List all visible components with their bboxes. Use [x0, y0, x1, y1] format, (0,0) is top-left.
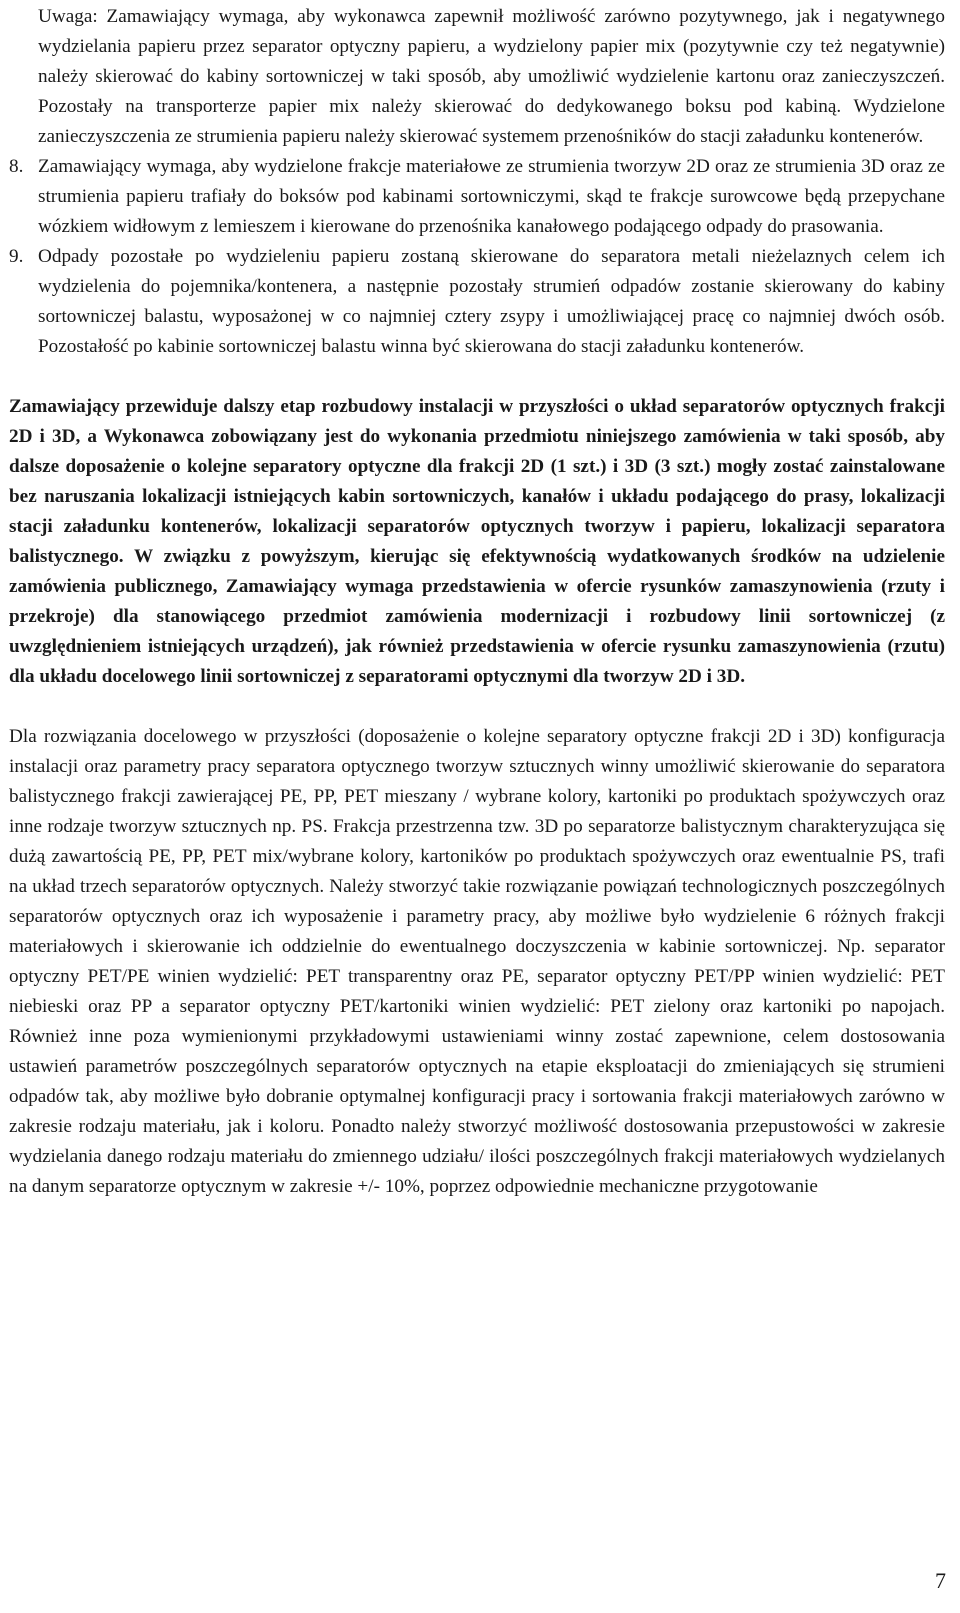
- list-item-9: [9, 242, 945, 362]
- final-paragraph: Dla rozwiązania docelowego w przyszłości (doposażenie o kolejne separatory optyczne frakcji 2D i 3D) konfiguracja instalacji oraz parametry pracy separatora optycznego tworzyw sztucznych winny umożliwić skierowanie do separatora balistycznego frakcji zawierającej PE, PP, PET mieszany / wybrane kolory, kartoniki po produktach spożywczych oraz inne rodzaje tworzyw sztucznych np. PS. Frakcja przestrzenna tzw. 3D po separatorze balistycznym charakteryzująca się dużą zawartością PE, PP, PET mix/wybrane kolory, kartoników po produktach spożywczych oraz ewentualnie PS, trafi na układ trzech separatorów optycznych. Należy stworzyć takie rozwiązanie powiązań technologicznych poszczególnych separatorów optycznych oraz ich wyposażenie i parametry pracy, aby możliwe było wydzielenie 6 różnych frakcji materiałowych i skierowanie ich oddzielnie do ewentualnego doczyszczenia w kabinie sortowniczej. Np. separator optyczny PET/PE winien wydzielić: PET transparentny oraz PE, separator optyczny PET/PP winien wydzielić: PET niebieski oraz PP a separator optyczny PET/kartoniki winien wydzielić: PET zielony oraz kartoniki po napojach. Również inne poza wymienionymi przykładowymi ustawieniami winny zostać zapewnione, celem dostosowania ustawień parametrów poszczególnych separatorów optycznych na etapie eksploatacji do zmieniających się strumieni odpadów tak, aby możliwe było dobranie optymalnej konfiguracji pracy i sortowania frakcji materiałowych zarówno w zakresie rodzaju materiału, jak i koloru. Ponadto należy stworzyć możliwość dostosowania przepustowości w zakresie wydzielania danego rodzaju materiału do zmiennego udziału/ ilości poszczególnych frakcji materiałowych wydzielanych na danym separatorze optycznym w zakresie +/- 10%, poprzez odpowiednie mechaniczne przygotowanie: [9, 726, 945, 1197]
- list-item-text: Odpady pozostałe po wydzieleniu papieru zostaną skierowane do separatora metali nieżelaznych celem ich wydzielenia do pojemnika/kontenera, a następnie pozostały strumień odpadów zostanie skierowany do kabiny sortowniczej balastu, wyposażonej w co najmniej cztery zsypy i umożliwiającej pracę co najmniej dwóch osób. Pozostałość po kabinie sortowniczej balastu winna być skierowana do stacji załadunku kontenerów.: [38, 246, 945, 357]
- list-item-number: 9.: [9, 246, 24, 267]
- page-number: 7: [935, 1568, 946, 1593]
- notice-paragraph: Uwaga: Zamawiający wymaga, aby wykonawca zapewnił możliwość zarówno pozytywnego, jak i negatywnego wydzielania papieru przez separator optyczny papieru, a wydzielony papier mix (pozytywnie czy też negatywnie) należy skierować do kabiny sortowniczej w taki sposób, aby umożliwić wydzielenie kartonu oraz zanieczyszczeń. Pozostały na transporterze papier mix należy skierować do dedykowanego boksu pod kabiną. Wydzielone zanieczyszczenia ze strumienia papieru należy skierować systemem przenośników do stacji załadunku kontenerów.: [38, 6, 945, 147]
- list-item-8: [9, 152, 945, 242]
- list-item-number: 8.: [9, 156, 24, 177]
- list-item-text: Zamawiający wymaga, aby wydzielone frakcje materiałowe ze strumienia tworzyw 2D oraz ze strumienia 3D oraz ze strumienia papieru trafiały do boksów pod kabinami sortowniczymi, skąd te frakcje surowcowe będą przepychane wózkiem widłowym z lemieszem i kierowane do przenośnika kanałowego podającego odpady do prasowania.: [38, 156, 945, 237]
- document-body: [9, 2, 945, 1202]
- bold-paragraph: Zamawiający przewiduje dalszy etap rozbudowy instalacji w przyszłości o układ separatorów optycznych frakcji 2D i 3D, a Wykonawca zobowiązany jest do wykonania przedmiotu niniejszego zamówienia w taki sposób, aby dalsze doposażenie o kolejne separatory optyczne dla frakcji 2D (1 szt.) i 3D (3 szt.) mogły zostać zainstalowane bez naruszania lokalizacji istniejących kabin sortowniczych, kanałów i układu podającego do prasy, lokalizacji stacji załadunku kontenerów, lokalizacji separatorów optycznych tworzyw i papieru, lokalizacji separatora balistycznego. W związku z powyższym, kierując się efektywnością wydatkowanych środków na udzielenie zamówienia publicznego, Zamawiający wymaga przedstawienia w ofercie rysunków zamaszynowienia (rzuty i przekroje) dla stanowiącego przedmiot zamówienia modernizacji i rozbudowy linii sortowniczej (z uwzględnieniem istniejących urządzeń), jak również przedstawienia w ofercie rysunku zamaszynowienia (rzutu) dla układu docelowego linii sortowniczej z separatorami optycznymi dla tworzyw 2D i 3D.: [9, 396, 945, 687]
